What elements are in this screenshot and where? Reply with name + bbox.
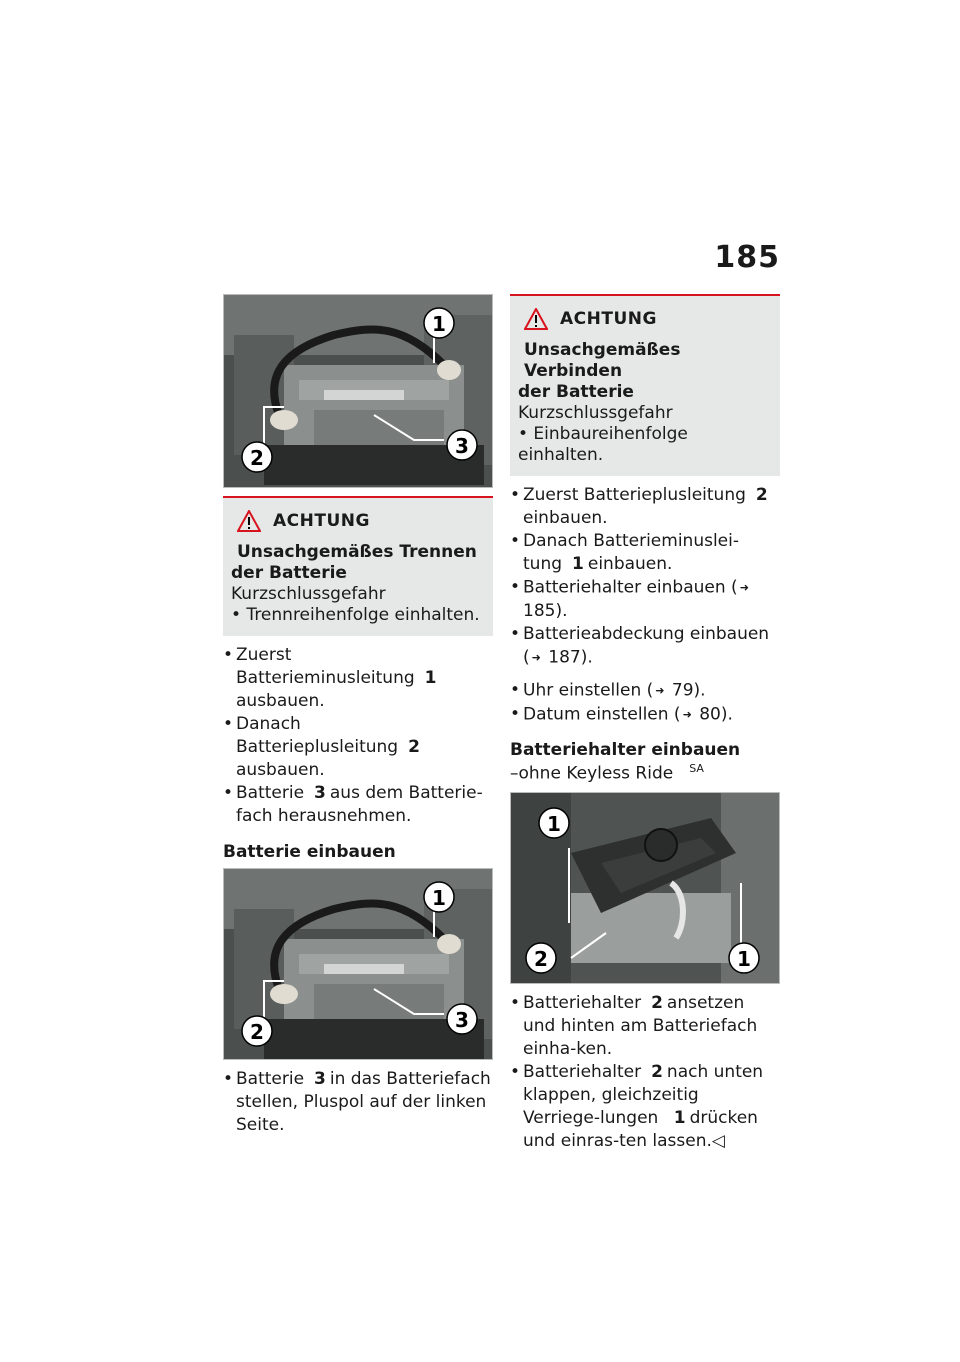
battery-holder-figure — [510, 792, 780, 984]
figure-label-1 — [424, 882, 454, 912]
figure-label-3 — [447, 1004, 477, 1034]
figure-label-1 — [729, 943, 759, 973]
list-item: • Batteriehalter 2 ansetzen und hinten am Batteriefach einha-ken. — [510, 992, 780, 1061]
page-reference-arrow-icon: ➜ — [739, 581, 749, 594]
battery-holder-illustration — [511, 793, 780, 984]
list-item: • Batteriehalter einbauen ( ➜ 185). — [510, 576, 780, 623]
left-column — [223, 294, 493, 1137]
page-reference-arrow-icon: ➜ — [531, 650, 541, 664]
page-reference-arrow-icon: ➜ — [655, 684, 665, 697]
warning-subject-cont: der Batterie — [518, 382, 634, 402]
warning-box-disconnect — [223, 496, 493, 636]
connect-steps — [510, 484, 780, 726]
section-heading-holder: Batteriehalter einbauen — [510, 740, 741, 760]
warning-subject: Unsachgemäßes Trennen — [237, 542, 477, 562]
list-item: • Zuerst Batterieplusleitung 2 einbauen. — [510, 484, 780, 530]
battery-install-illustration — [224, 869, 493, 1060]
removal-steps — [223, 644, 493, 828]
warning-action: • Trennreihenfolge einhalten. — [231, 605, 480, 625]
svg-text:1: 1 — [547, 811, 561, 836]
svg-text:1: 1 — [432, 312, 446, 336]
svg-text:3: 3 — [455, 434, 469, 458]
figure-label-2 — [526, 943, 556, 973]
warning-title: ACHTUNG — [560, 308, 657, 329]
holder-steps — [510, 992, 780, 1153]
svg-text:1: 1 — [737, 946, 751, 971]
warning-box-connect — [510, 294, 780, 476]
list-item: • Batterieabdeckung einbauen ( ➜ 187). — [510, 623, 780, 670]
warning-action: • Einbaureihenfolge einhalten. — [518, 424, 688, 465]
sa-tag: SA — [689, 762, 704, 775]
figure-label-1 — [539, 808, 569, 838]
figure-label-3 — [447, 430, 477, 460]
svg-text:3: 3 — [455, 1008, 469, 1032]
list-item: • Uhr einstellen ( ➜ 79). — [510, 679, 780, 703]
section-subheading-holder: –ohne Keyless Ride $^{SA}$ — [510, 762, 704, 784]
svg-text:2: 2 — [250, 1020, 264, 1044]
install-steps — [223, 1068, 493, 1137]
warning-triangle-icon — [237, 510, 261, 532]
warning-triangle-icon — [524, 308, 548, 330]
figure-label-2 — [242, 1016, 272, 1046]
warning-consequence: Kurzschlussgefahr — [518, 403, 673, 423]
figure-label-2 — [242, 442, 272, 472]
svg-text:2: 2 — [250, 446, 264, 470]
list-item: • Batterie 3 aus dem Batterie-fach herausnehmen. — [223, 782, 493, 828]
battery-removal-illustration — [224, 295, 493, 488]
page-reference-arrow-icon: ➜ — [682, 707, 692, 721]
right-column — [510, 294, 780, 1153]
battery-figure-install — [223, 868, 493, 1060]
list-item: • Danach Batterieminuslei-tung 1 einbauen. — [510, 530, 780, 576]
list-item: • Datum einstellen ( ➜ 80). — [510, 703, 780, 727]
list-item: • Batterie 3 in das Batteriefach stellen, Pluspol auf der linken Seite. — [223, 1068, 493, 1137]
battery-figure-remove — [223, 294, 493, 488]
warning-subject-cont: der Batterie — [231, 563, 347, 583]
warning-subject: Unsachgemäßes Verbinden — [524, 340, 681, 381]
svg-text:2: 2 — [534, 946, 548, 971]
list-item: • Batteriehalter 2 nach unten klappen, gleichzeitig Verriege-lungen 1 drücken und einras-ten lassen.◁ — [510, 1061, 780, 1153]
list-item: • Danach Batterieplusleitung 2 ausbauen. — [223, 713, 493, 782]
figure-label-1 — [424, 308, 454, 338]
page-number: 185 — [714, 240, 780, 275]
list-item: • Zuerst Batterieminusleitung 1 ausbauen. — [223, 644, 493, 713]
svg-text:1: 1 — [432, 886, 446, 910]
warning-title: ACHTUNG — [273, 510, 370, 531]
warning-consequence: Kurzschlussgefahr — [231, 584, 386, 604]
section-heading-install: Batterie einbauen — [223, 842, 396, 862]
